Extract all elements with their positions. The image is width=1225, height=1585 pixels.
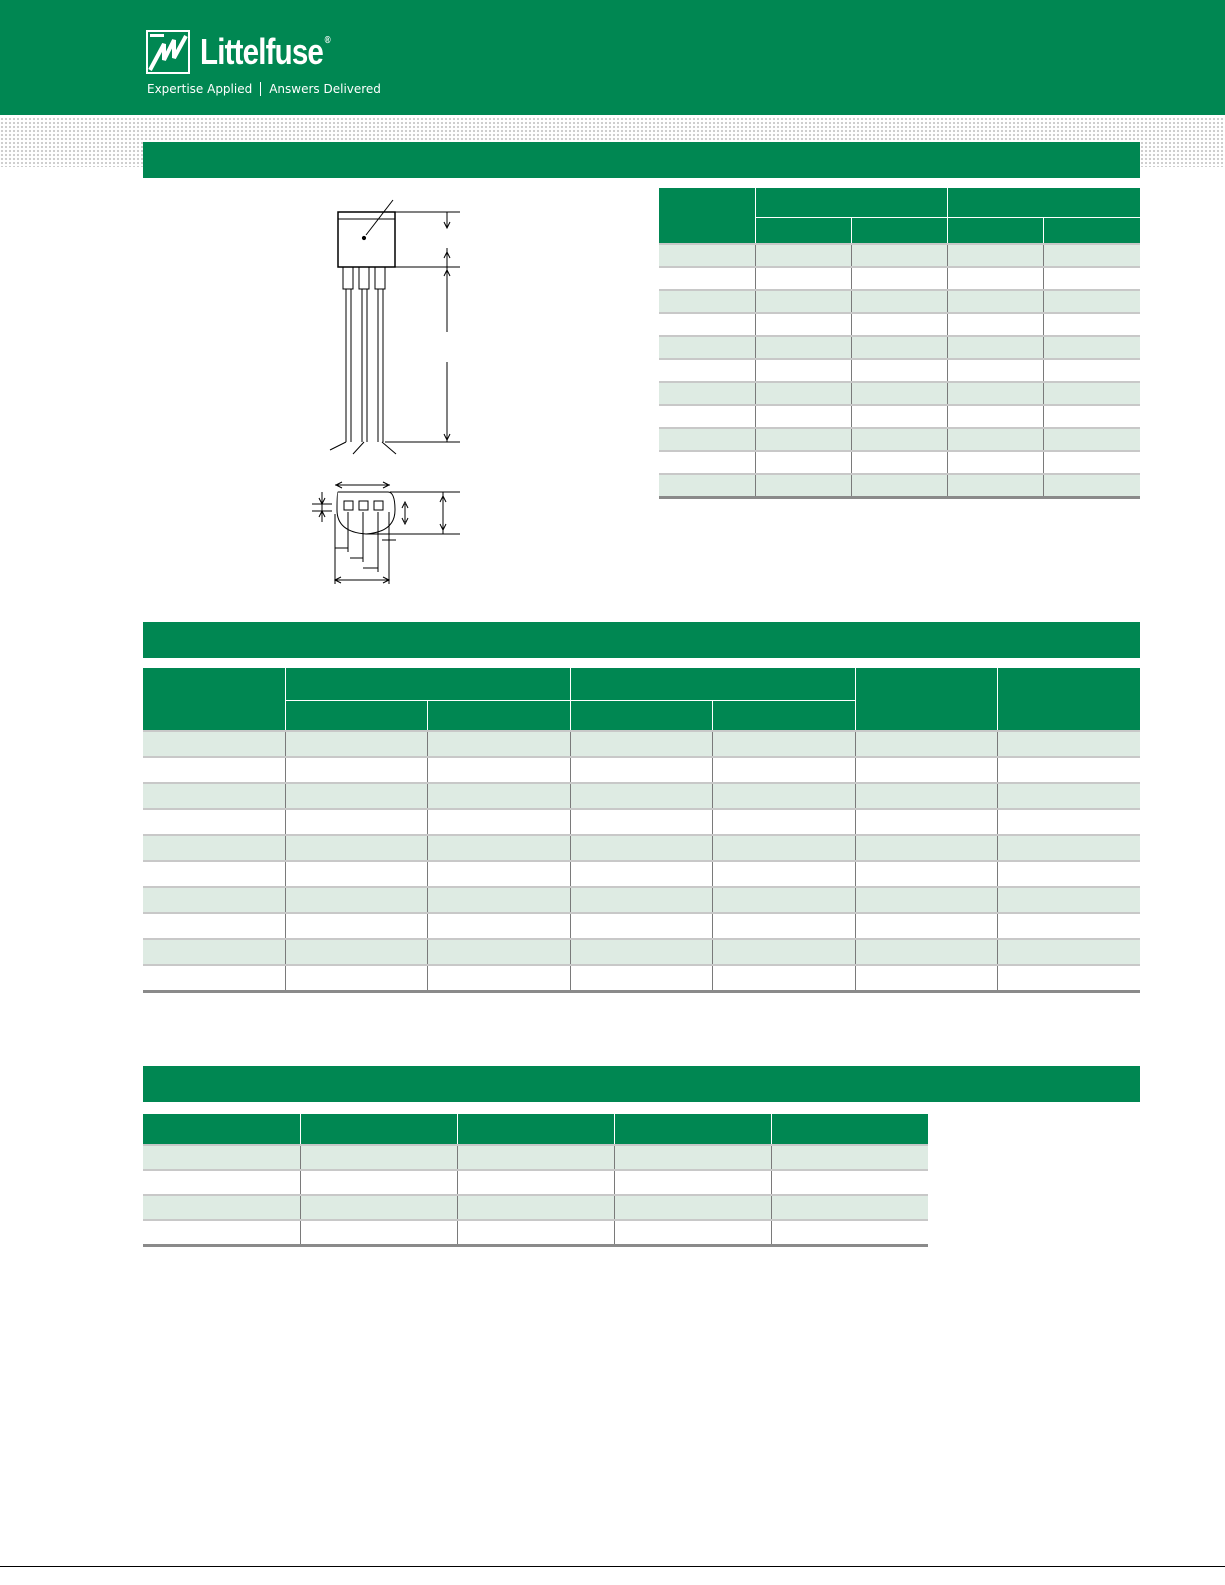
table-header-cell (947, 217, 1043, 244)
table-header-cell (614, 1114, 771, 1145)
littelfuse-logo-icon (146, 30, 190, 74)
table-row (143, 965, 1140, 991)
table-header-cell (143, 1114, 300, 1145)
table-row (143, 887, 1140, 913)
dimensions-table (659, 188, 1140, 499)
table-row (143, 1145, 928, 1170)
table-row (143, 1220, 928, 1245)
table-header-row (143, 668, 1140, 700)
table-row (143, 783, 1140, 809)
table-header-cell (570, 668, 855, 700)
table-header-cell (1043, 217, 1140, 244)
table-row (659, 428, 1140, 451)
table-header-cell (570, 700, 712, 731)
table-header-cell (659, 188, 755, 244)
tagline-right: Answers Delivered (269, 82, 381, 96)
packaging-table (143, 1114, 928, 1247)
table-header-cell (300, 1114, 457, 1145)
table-header-cell (855, 668, 997, 731)
table-header-cell (997, 668, 1140, 731)
footer-rule (0, 1566, 1225, 1567)
to92-package-drawing-icon (300, 192, 470, 592)
table-row (659, 474, 1140, 497)
table-row (143, 913, 1140, 939)
table-row (143, 731, 1140, 757)
table-row (143, 809, 1140, 835)
table-row (659, 382, 1140, 405)
table-row (143, 1195, 928, 1220)
table-header-cell (427, 700, 570, 731)
table-header-cell (851, 217, 947, 244)
table-row (659, 267, 1140, 290)
table-header-cell (755, 188, 947, 217)
littelfuse-logo (146, 30, 358, 74)
table-row (143, 939, 1140, 965)
table-header-cell (755, 217, 851, 244)
table-header-cell (712, 700, 855, 731)
table-row (143, 835, 1140, 861)
table-row (659, 290, 1140, 313)
table-row (659, 405, 1140, 428)
tagline (147, 82, 381, 96)
table-row (143, 1170, 928, 1195)
table-row (659, 244, 1140, 267)
table-row (659, 359, 1140, 382)
brand-name: Littelfuse ® (200, 31, 330, 72)
table-header-cell (285, 700, 427, 731)
table-header-cell (143, 668, 285, 731)
section-bar-packaging (143, 1066, 1140, 1102)
table-header-row (143, 1114, 928, 1145)
table-header-cell (771, 1114, 928, 1145)
section-bar-dimensions (143, 142, 1140, 178)
brand-header (0, 0, 1225, 115)
table-header-cell (457, 1114, 614, 1145)
table-row (659, 336, 1140, 359)
table-row (143, 861, 1140, 887)
table-row (659, 451, 1140, 474)
table-row (143, 757, 1140, 783)
table-header-row (659, 188, 1140, 217)
tagline-divider (260, 82, 261, 96)
tagline-left: Expertise Applied (147, 82, 253, 96)
table-header-cell (947, 188, 1140, 217)
table-header-cell (285, 668, 570, 700)
table-row (659, 313, 1140, 336)
section-bar-specifications (143, 622, 1140, 658)
specifications-table (143, 668, 1140, 993)
